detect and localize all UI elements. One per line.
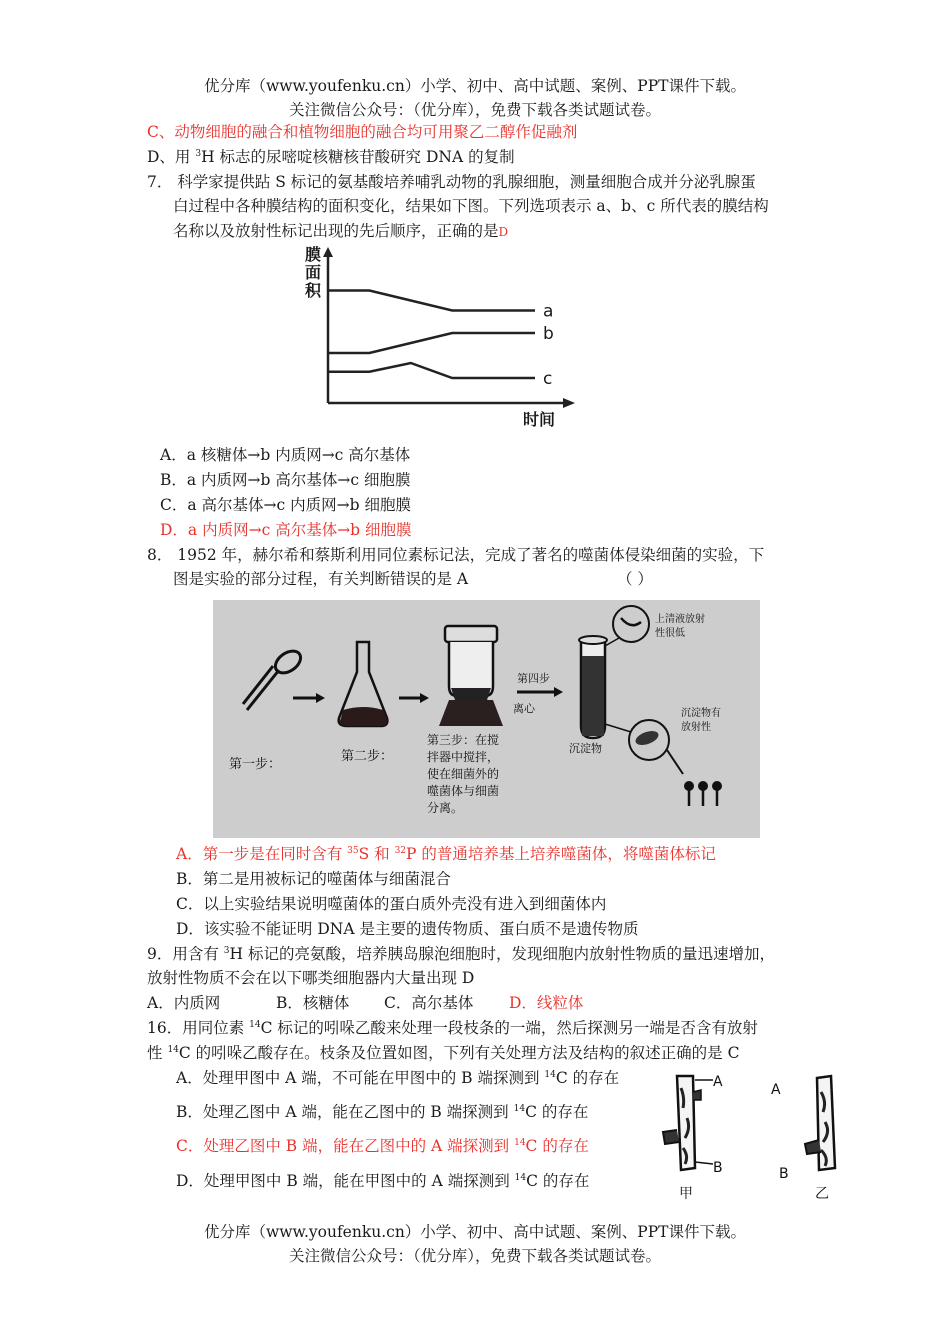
phage-icon [243, 647, 305, 710]
footer-line-1: 优分库（www.youfenku.cn）小学、初中、高中试题、案例、PPT课件下载。 [203, 1223, 747, 1241]
branch-yi-icon [805, 1076, 835, 1170]
arrow-2-head [420, 693, 429, 703]
q7-option-c: C．a 高尔基体→c 内质网→b 细胞膜 [160, 496, 411, 514]
step3-line-1: 第三步：在搅 [427, 733, 500, 747]
label-jia: 甲 [679, 1186, 693, 1202]
note-bottom-line-1: 沉淀物有 [681, 708, 721, 719]
tube-bottom-label: 沉淀物 [569, 742, 602, 755]
membrane-area-chart [295, 243, 595, 433]
blender-icon [439, 626, 503, 726]
q8-option-c: C．以上实验结果说明噬菌体的蛋白质外壳没有进入到细菌体内 [176, 895, 607, 913]
x-axis-arrow [563, 398, 575, 408]
header-line-2: 关注微信公众号：（优分库），免费下载各类试题试卷。 [288, 101, 661, 119]
q7-stem-line-1: 7． 科学家提供跕 S 标记的氨基酸培养哺乳动物的乳腺细胞，测量细胞合成并分泌乳腺蛋 [147, 173, 756, 191]
q8-stem-line-1: 8． 1952 年，赫尔希和蔡斯利用同位素标记法，完成了著名的噬菌体侵染细菌的实验，下 [147, 546, 765, 564]
note-top-line-2: 性很低 [655, 628, 685, 639]
y-label-char-2: 面 [305, 263, 322, 282]
bacterium-in-callout [634, 728, 661, 747]
y-axis-arrow [323, 247, 333, 257]
jia-label-b: B [713, 1160, 723, 1176]
q9-stem-line-1: 9．用含有 $^3$H 标记的亮氨酸，培养胰岛腺泡细胞时，发现细胞内放射性物质的量迅速增加， [147, 945, 775, 963]
progeny-phages-icon [684, 781, 722, 806]
y-axis-label [305, 245, 322, 300]
step3-line-2: 拌器中搅拌， [427, 750, 500, 764]
q8-stem-line-2: 图是实验的部分过程，有关判断错误的是 A [173, 570, 469, 588]
jia-b-line [695, 1162, 713, 1164]
footer-line-2: 关注微信公众号：（优分库），免费下载各类试题试卷。 [288, 1247, 661, 1265]
y-label-char-1: 膜 [305, 245, 322, 264]
q7-option-a: A．a 核糖体→b 内质网→c 高尔基体 [160, 446, 411, 464]
q16-stem-line-1: 16．用同位素 $^{14}$C 标记的吲哚乙酸来处理一段枝条的一端，然后探测另一端是否含有放射 [147, 1019, 758, 1037]
series-line-b [328, 333, 535, 353]
step4-line-2: 离心 [513, 702, 535, 715]
q8-option-d: D．该实验不能证明 DNA 是主要的遗传物质、蛋白质不是遗传物质 [176, 920, 639, 938]
q7-answer: D [498, 225, 509, 239]
series-label-a: a [543, 301, 554, 322]
q16-stem-line-2: 性 $^{14}$C 的吲哚乙酸存在。枝条及位置如图，下列有关处理方法及结构的叙述正确的是 C [147, 1044, 740, 1062]
prev-option-c: C、动物细胞的融合和植物细胞的融合均可用聚乙二醇作促融剂 [147, 123, 578, 141]
q9-option-d: D．线粒体 [509, 994, 584, 1012]
q9-option-a: A．内质网 [147, 994, 221, 1012]
branch-jia-icon [663, 1076, 701, 1170]
q8-option-a: A．第一步是在同时含有 $^{35}$S 和 $^{32}$P 的普通培养基上培养噬菌体，将噬菌体标记 [176, 845, 716, 863]
arrow-4 [667, 750, 683, 774]
series-label-b: b [543, 324, 554, 344]
q7-option-b: B．a 内质网→b 高尔基体→c 细胞膜 [160, 471, 411, 489]
step2-label: 第二步： [341, 749, 394, 764]
q8-answer-paren: （ ） [617, 570, 653, 588]
q7-stem-line-2: 白过程中各种膜结构的面积变化，结果如下图。下列选项表示 a、b、c 所代表的膜结构 [173, 197, 769, 215]
step1-label: 第一步： [229, 757, 282, 772]
series-label-c: c [543, 369, 553, 389]
y-label-char-3: 积 [305, 281, 322, 300]
flask-icon [339, 642, 388, 726]
header-line-1: 优分库（www.youfenku.cn）小学、初中、高中试题、案例、PPT课件下载。 [203, 77, 747, 95]
series-line-a [328, 291, 535, 311]
q16-option-a: A．处理甲图中 A 端，不可能在甲图中的 B 端探测到 $^{14}$C 的存在 [176, 1069, 620, 1087]
phage-in-callout-top [621, 618, 641, 625]
arrow-3-head [554, 687, 563, 697]
prev-option-d: D、用 $^3$H 标志的尿嘧啶核糖核苷酸研究 DNA 的复制 [147, 148, 515, 166]
q9-stem-line-2: 放射性物质不会在以下哪类细胞器内大量出现 D [147, 969, 475, 987]
step3-line-5: 分离。 [427, 801, 464, 815]
series-line-c [328, 363, 535, 378]
q9-option-b: B．核糖体 [276, 994, 350, 1012]
note-top-line-1: 上清液放射 [655, 614, 705, 625]
centrifuge-tube-icon [579, 636, 607, 738]
step4-line-1: 第四步 [517, 672, 550, 685]
yi-label-a: A [771, 1082, 781, 1098]
step3-line-3: 使在细菌外的 [427, 767, 500, 781]
jia-label-a: A [713, 1074, 723, 1090]
note-bottom-line-2: 放射性 [681, 722, 711, 733]
q8-option-b: B．第二是用被标记的噬菌体与细菌混合 [176, 870, 451, 888]
q7-stem-line-3: 名称以及放射性标记出现的先后顺序，正确的是D [173, 222, 509, 240]
yi-label-b: B [779, 1166, 789, 1182]
q16-option-d: D．处理甲图中 B 端，能在甲图中的 A 端探测到 $^{14}$C 的存在 [176, 1172, 590, 1190]
phage-figure-drawing [213, 600, 760, 838]
q16-option-b: B．处理乙图中 A 端，能在乙图中的 B 端探测到 $^{14}$C 的存在 [176, 1103, 589, 1121]
label-yi: 乙 [815, 1186, 829, 1202]
step3-line-4: 噬菌体与细菌 [427, 784, 500, 798]
q7-option-d: D．a 内质网→c 高尔基体→b 细胞膜 [160, 521, 412, 539]
branch-figure [655, 1068, 855, 1208]
q16-option-c: C．处理乙图中 B 端，能在乙图中的 A 端探测到 $^{14}$C 的存在 [176, 1137, 589, 1155]
phage-experiment-figure [213, 600, 760, 838]
x-axis-label: 时间 [523, 410, 556, 429]
arrow-1-head [316, 693, 325, 703]
q9-option-c: C．高尔基体 [384, 994, 474, 1012]
callout-line-bottom [605, 724, 631, 732]
